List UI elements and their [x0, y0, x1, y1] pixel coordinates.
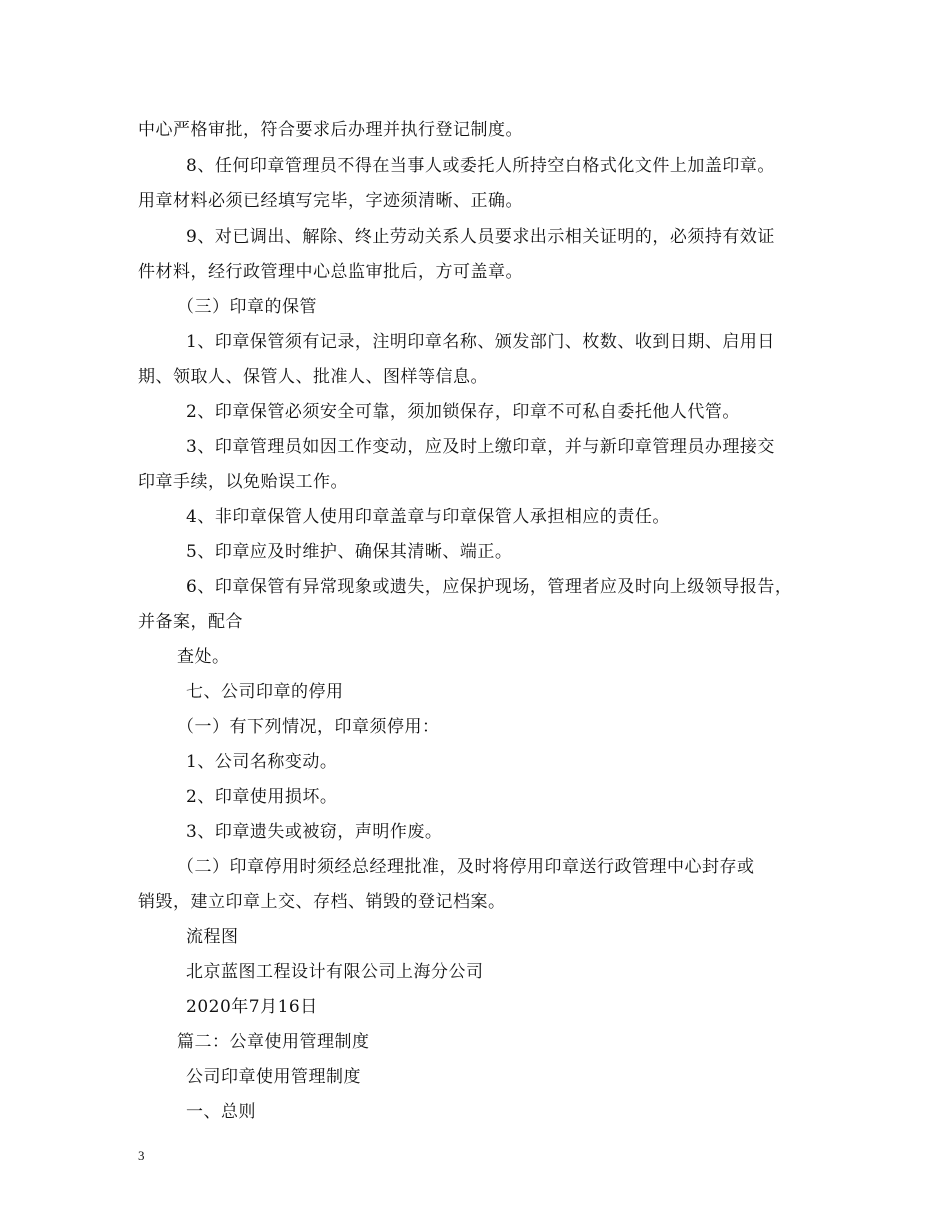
document-title: 公司印章使用管理制度 — [186, 1067, 361, 1087]
text-line: 4、非印章保管人使用印章盖章与印章保管人承担相应的责任。 — [186, 507, 670, 527]
section-heading: （一）有下列情况，印章须停用： — [177, 717, 440, 737]
text-line: 用章材料必须已经填写完毕，字迹须清晰、正确。 — [138, 191, 523, 211]
text-line: 3、印章管理员如因工作变动，应及时上缴印章，并与新印章管理员办理接交 — [186, 437, 775, 457]
text-line: 并备案，配合 — [138, 612, 243, 632]
text-line: 流程图 — [186, 927, 239, 947]
text-line: 2、印章使用损坏。 — [186, 787, 338, 807]
text-line: 印章手续，以免贻误工作。 — [138, 472, 348, 492]
text-line: 3、印章遗失或被窃，声明作废。 — [186, 822, 443, 842]
section-heading: （三）印章的保管 — [177, 297, 317, 317]
text-line: 件材料，经行政管理中心总监审批后，方可盖章。 — [138, 262, 523, 282]
text-line: 中心严格审批，符合要求后办理并执行登记制度。 — [138, 120, 523, 140]
text-line: 5、印章应及时维护、确保其清晰、端正。 — [186, 542, 513, 562]
text-line: 8、任何印章管理员不得在当事人或委托人所持空白格式化文件上加盖印章。 — [186, 156, 775, 176]
text-line: 期、领取人、保管人、批准人、图样等信息。 — [138, 367, 488, 387]
text-line: 1、公司名称变动。 — [186, 752, 338, 772]
section-heading: 篇二：公章使用管理制度 — [177, 1032, 370, 1052]
text-line: （二）印章停用时须经总经理批准，及时将停用印章送行政管理中心封存或 — [177, 857, 755, 877]
text-line: 销毁，建立印章上交、存档、销毁的登记档案。 — [138, 892, 506, 912]
company-name: 北京蓝图工程设计有限公司上海分公司 — [186, 962, 484, 982]
page-number: 3 — [138, 1148, 145, 1163]
text-line: 2、印章保管必须安全可靠，须加锁保存，印章不可私自委托他人代管。 — [186, 402, 740, 422]
text-line: 9、对已调出、解除、终止劳动关系人员要求出示相关证明的，必须持有效证 — [186, 227, 775, 247]
text-line: 1、印章保管须有记录，注明印章名称、颁发部门、枚数、收到日期、启用日 — [186, 332, 775, 352]
date-line: 2020年7月16日 — [186, 997, 318, 1017]
text-line: 6、印章保管有异常现象或遗失，应保护现场，管理者应及时向上级领导报告， — [186, 577, 793, 597]
section-heading: 七、公司印章的停用 — [186, 682, 344, 702]
section-heading: 一、总则 — [186, 1102, 256, 1122]
text-line: 查处。 — [177, 647, 230, 667]
